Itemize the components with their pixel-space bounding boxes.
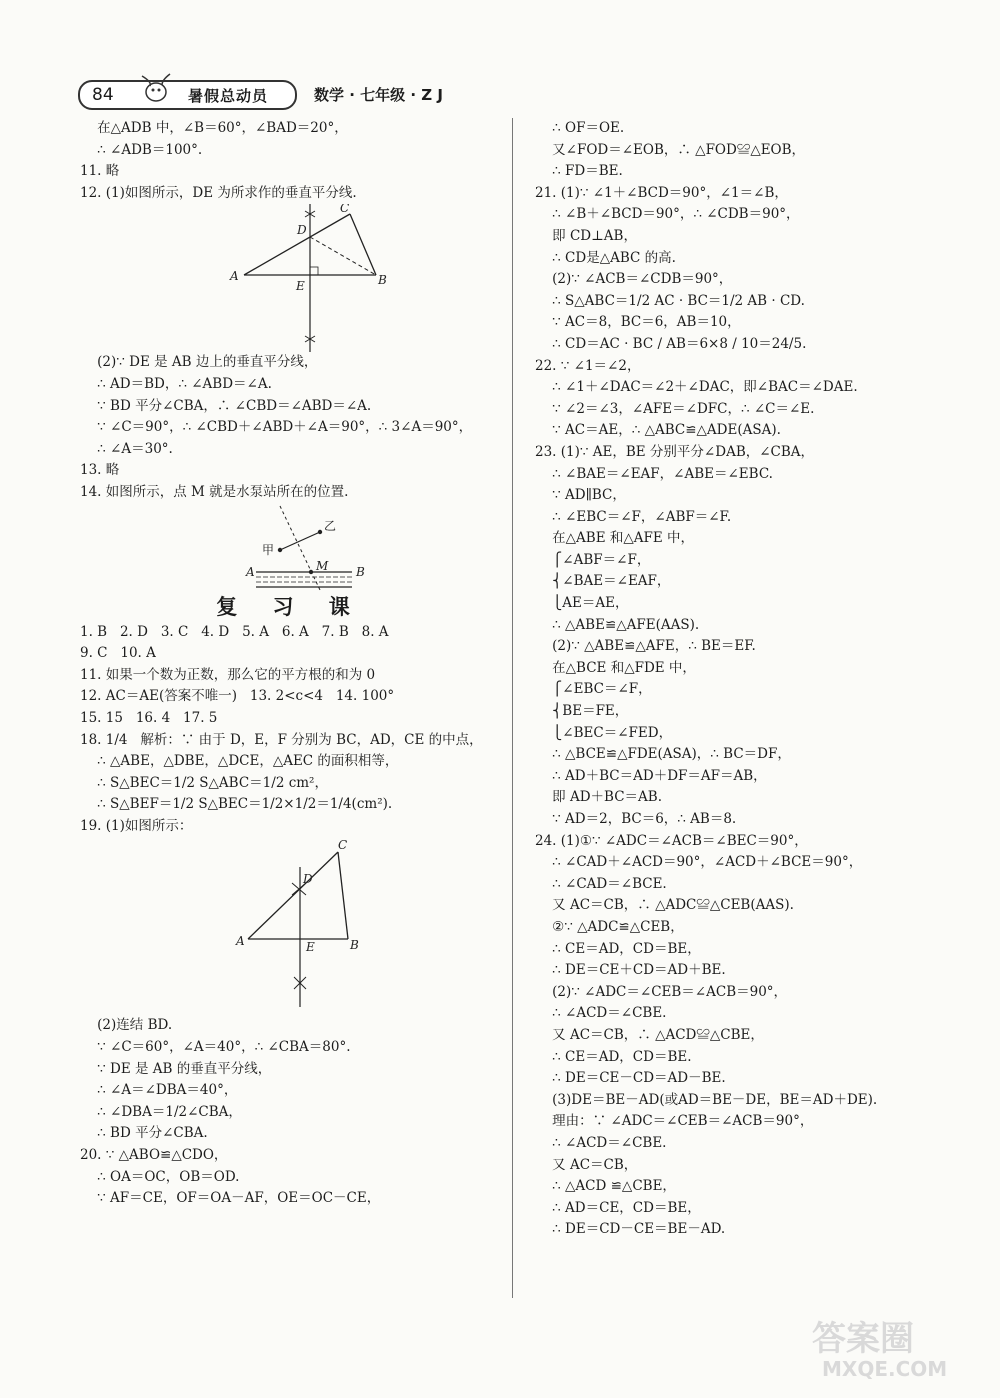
text-line: ⎧∠EBC＝∠F，: [535, 681, 652, 698]
figure-19-svg: [80, 837, 500, 1015]
fig19-label-E: E: [306, 940, 315, 955]
text-line: 12. (1)如图所示，DE 为所求作的垂直平分线.: [80, 184, 357, 201]
text-line: (2)∵ ∠ADC＝∠CEB＝∠ACB＝90°，: [535, 983, 788, 1000]
text-line: ∵ AD∥BC，: [535, 487, 626, 504]
text-line: ∴ BD 平分∠CBA.: [80, 1125, 208, 1142]
figure-14: [80, 504, 500, 592]
text-line: (2)连结 BD.: [80, 1017, 173, 1034]
text-line: 18. 1/4 解析：∵ 由于 D，E，F 分别为 BC，AD，CE 的中点，: [80, 731, 483, 748]
text-line: 又 AC＝CB，∴ △ADC≌△CEB(AAS).: [535, 897, 794, 914]
fig14-label-B: B: [356, 564, 365, 579]
section-title: 复 习 课: [216, 594, 364, 619]
left-lines-c: [80, 622, 500, 838]
text-line: ∴ OF＝OE.: [535, 120, 625, 136]
book-title: 暑假总动员: [188, 87, 269, 105]
text-line: 24. (1)①∵ ∠ADC＝∠ACB＝∠BEC＝90°，: [535, 832, 808, 849]
fig12-label-C: C: [340, 204, 350, 216]
text-line: 理由：∵ ∠ADC＝∠CEB＝∠ACB＝90°，: [535, 1113, 814, 1130]
text-line: ∵ ∠C＝60°，∠A＝40°，∴ ∠CBA＝80°.: [80, 1039, 351, 1056]
text-line: ⎩∠BEC＝∠FED，: [535, 724, 673, 741]
text-line: 又∠FOD＝∠EOB，∴ △FOD≌△EOB，: [535, 141, 806, 158]
text-line: ∴ △ABE，△DBE，△DCE，△AEC 的面积相等，: [80, 753, 399, 770]
figure-14-svg: [80, 504, 500, 592]
text-line: 又 AC＝CB，∴ △ACD≌△CBE，: [535, 1026, 764, 1043]
figure-19: [80, 837, 500, 1015]
page-number: 84: [92, 85, 114, 105]
fig12-label-B: B: [378, 273, 387, 288]
fig12-label-A: A: [230, 269, 239, 284]
text-line: 14. 如图所示，点 M 就是水泵站所在的位置.: [80, 483, 349, 500]
text-line: 22. ∵ ∠1＝∠2，: [535, 357, 641, 374]
text-line: (2)∵ △ABE≌△AFE，∴ BE＝EF.: [535, 638, 756, 655]
text-line: 12. AC＝AE(答案不唯一) 13. 2<c<4 14. 100°: [80, 688, 395, 705]
fig14-label-A: A: [246, 564, 255, 579]
text-line: ∴ AD＝CE，CD＝BE，: [535, 1199, 701, 1216]
text-line: ∴ CE＝AD，CD＝BE.: [535, 1048, 692, 1065]
text-line: ∴ ∠B＋∠BCD＝90°，∴ ∠CDB＝90°，: [535, 206, 800, 223]
text-line: ∴ DE＝CE－CD＝AD－BE.: [535, 1070, 726, 1087]
text-line: ∴ ∠DBA＝1/2∠CBA，: [80, 1103, 242, 1120]
text-line: ⎧∠ABF＝∠F，: [535, 551, 651, 568]
fig14-label-M: M: [316, 558, 329, 573]
left-lines-a: [80, 118, 500, 204]
text-line: ∴ ∠ACD＝∠CBE.: [535, 1134, 667, 1151]
text-line: (2)∵ ∠ACB＝∠CDB＝90°，: [535, 271, 733, 288]
text-line: ∴ ∠1＋∠DAC＝∠2＋∠DAC，即∠BAC＝∠DAE.: [535, 379, 858, 396]
text-line: ∴ CE＝AD，CD＝BE，: [535, 940, 701, 957]
text-line: ∴ ∠CAD＝∠BCE.: [535, 875, 667, 892]
text-line: ∴ ∠BAE＝∠EAF，∠ABE＝∠EBC.: [535, 465, 773, 482]
fig19-label-C: C: [338, 838, 348, 853]
subject-label: 数学 · 七年级 · Z J: [314, 86, 443, 104]
text-line: 在△BCE 和△FDE 中，: [535, 659, 696, 676]
figure-12-svg: [80, 204, 500, 352]
text-line: 19. (1)如图所示：: [80, 817, 193, 834]
text-line: ∴ AD＝BD，∴ ∠ABD＝∠A.: [80, 375, 272, 392]
text-line: ∴ △ABE≌△AFE(AAS).: [535, 616, 700, 633]
fig14-label-jia: 甲: [262, 542, 275, 557]
text-line: ∴ AD＋BC＝AD＋DF＝AF＝AB，: [535, 767, 767, 784]
text-line: 又 AC＝CB，: [535, 1156, 638, 1173]
text-line: ⎨∠BAE＝∠EAF，: [535, 573, 671, 590]
text-line: ∴ S△BEF＝1/2 S△BEC＝1/2×1/2＝1/4(cm²).: [80, 796, 393, 813]
text-line: ∵ AC＝8，BC＝6，AB＝10，: [535, 314, 741, 331]
text-line: ∵ AC＝AE，∴ △ABC≌△ADE(ASA).: [535, 422, 781, 439]
text-line: 23. (1)∵ AE，BE 分别平分∠DAB，∠CBA，: [535, 443, 815, 460]
page-header: [78, 80, 538, 108]
text-line: ∴ ∠A＝30°.: [80, 440, 173, 457]
text-line: ∴ OA＝OC，OB＝OD.: [80, 1168, 240, 1185]
text-line: ∴ △BCE≌△FDE(ASA)，∴ BC＝DF，: [535, 746, 791, 763]
text-line: 1. B 2. D 3. C 4. D 5. A 6. A 7. B 8. A: [80, 623, 389, 640]
text-line: ∴ CD是△ABC 的高.: [535, 249, 676, 266]
text-line: ∵ ∠2＝∠3，∠AFE＝∠DFC，∴ ∠C＝∠E.: [535, 400, 815, 417]
text-line: 在△ABE 和△AFE 中，: [535, 530, 695, 547]
left-lines-b: [80, 352, 500, 503]
header-pill: [78, 80, 297, 110]
left-lines-d: [80, 1015, 500, 1209]
text-line: 11. 略: [80, 163, 120, 180]
text-line: ∴ DE＝CD－CE＝BE－AD.: [535, 1221, 726, 1238]
text-line: ∵ DE 是 AB 的垂直平分线，: [80, 1060, 272, 1077]
text-line: 即 CD⊥AB，: [535, 227, 637, 244]
text-line: 即 AD＋BC＝AB.: [535, 789, 662, 806]
fig19-label-B: B: [350, 938, 359, 953]
text-line: ∴ DE＝CE＋CD＝AD＋BE.: [535, 962, 726, 979]
right-lines: [535, 118, 955, 1241]
fig14-label-yi: 乙: [324, 518, 337, 533]
watermark-text: 答案圈: [812, 1319, 914, 1359]
text-line: ∵ ∠C＝90°，∴ ∠CBD＋∠ABD＋∠A＝90°，∴ 3∠A＝90°，: [80, 419, 473, 436]
text-line: ∴ ∠A＝∠DBA＝40°，: [80, 1082, 238, 1099]
text-line: 9. C 10. A: [80, 645, 156, 662]
fig19-label-A: A: [236, 934, 245, 949]
watermark-url: MXQE.COM: [822, 1357, 948, 1381]
fig19-label-D: D: [303, 872, 313, 887]
text-line: ∴ S△BEC＝1/2 S△ABC＝1/2 cm²，: [80, 774, 328, 791]
text-line: ∴ ∠EBC＝∠F，∠ABF＝∠F.: [535, 508, 732, 525]
text-line: ∴ ∠CAD＋∠ACD＝90°，∠ACD＋∠BCE＝90°，: [535, 854, 863, 871]
watermark-logo: [802, 1314, 982, 1382]
right-column: [535, 118, 955, 1241]
text-line: 11. 如果一个数为正数，那么它的平方根的和为 0: [80, 666, 376, 683]
text-line: 13. 略: [80, 462, 120, 479]
fig12-label-D: D: [297, 223, 307, 238]
text-line: ∴ S△ABC＝1/2 AC · BC＝1/2 AB · CD.: [535, 292, 805, 309]
text-line: ⎨BE＝FE，: [535, 703, 629, 720]
text-line: 15. 15 16. 4 17. 5: [80, 709, 218, 726]
text-line: (3)DE＝BE－AD(或AD＝BE－DE，BE＝AD＋DE).: [535, 1091, 878, 1108]
text-line: 在△ADB 中，∠B＝60°，∠BAD＝20°，: [80, 120, 348, 136]
text-line: ∴ ∠ADB＝100°.: [80, 141, 203, 158]
text-line: (2)∵ DE 是 AB 边上的垂直平分线，: [80, 354, 318, 371]
text-line: ∴ FD＝BE.: [535, 163, 623, 180]
text-line: ∵ BD 平分∠CBA，∴ ∠CBD＝∠ABD＝∠A.: [80, 397, 372, 414]
text-line: ∴ CD＝AC · BC / AB＝6×8 / 10＝24/5.: [535, 335, 807, 352]
left-column: [80, 118, 500, 1210]
column-divider: [512, 118, 513, 1298]
text-line: ②∵ △ADC≌△CEB，: [535, 918, 684, 935]
fig12-label-E: E: [296, 279, 305, 294]
text-line: ∴ △ACD ≌△CBE，: [535, 1178, 676, 1195]
figure-12: [80, 204, 500, 352]
text-line: ⎩AE＝AE，: [535, 595, 629, 612]
mascot-icon: [134, 68, 178, 108]
text-line: ∵ AF＝CE，OF＝OA－AF，OE＝OC－CE，: [80, 1190, 381, 1207]
text-line: ∵ AD＝2，BC＝6，∴ AB＝8.: [535, 811, 737, 827]
text-line: ∴ ∠ACD＝∠CBE.: [535, 1005, 667, 1022]
text-line: 21. (1)∵ ∠1＋∠BCD＝90°，∠1＝∠B，: [535, 184, 788, 201]
text-line: 20. ∵ △ABO≌△CDO，: [80, 1147, 228, 1164]
